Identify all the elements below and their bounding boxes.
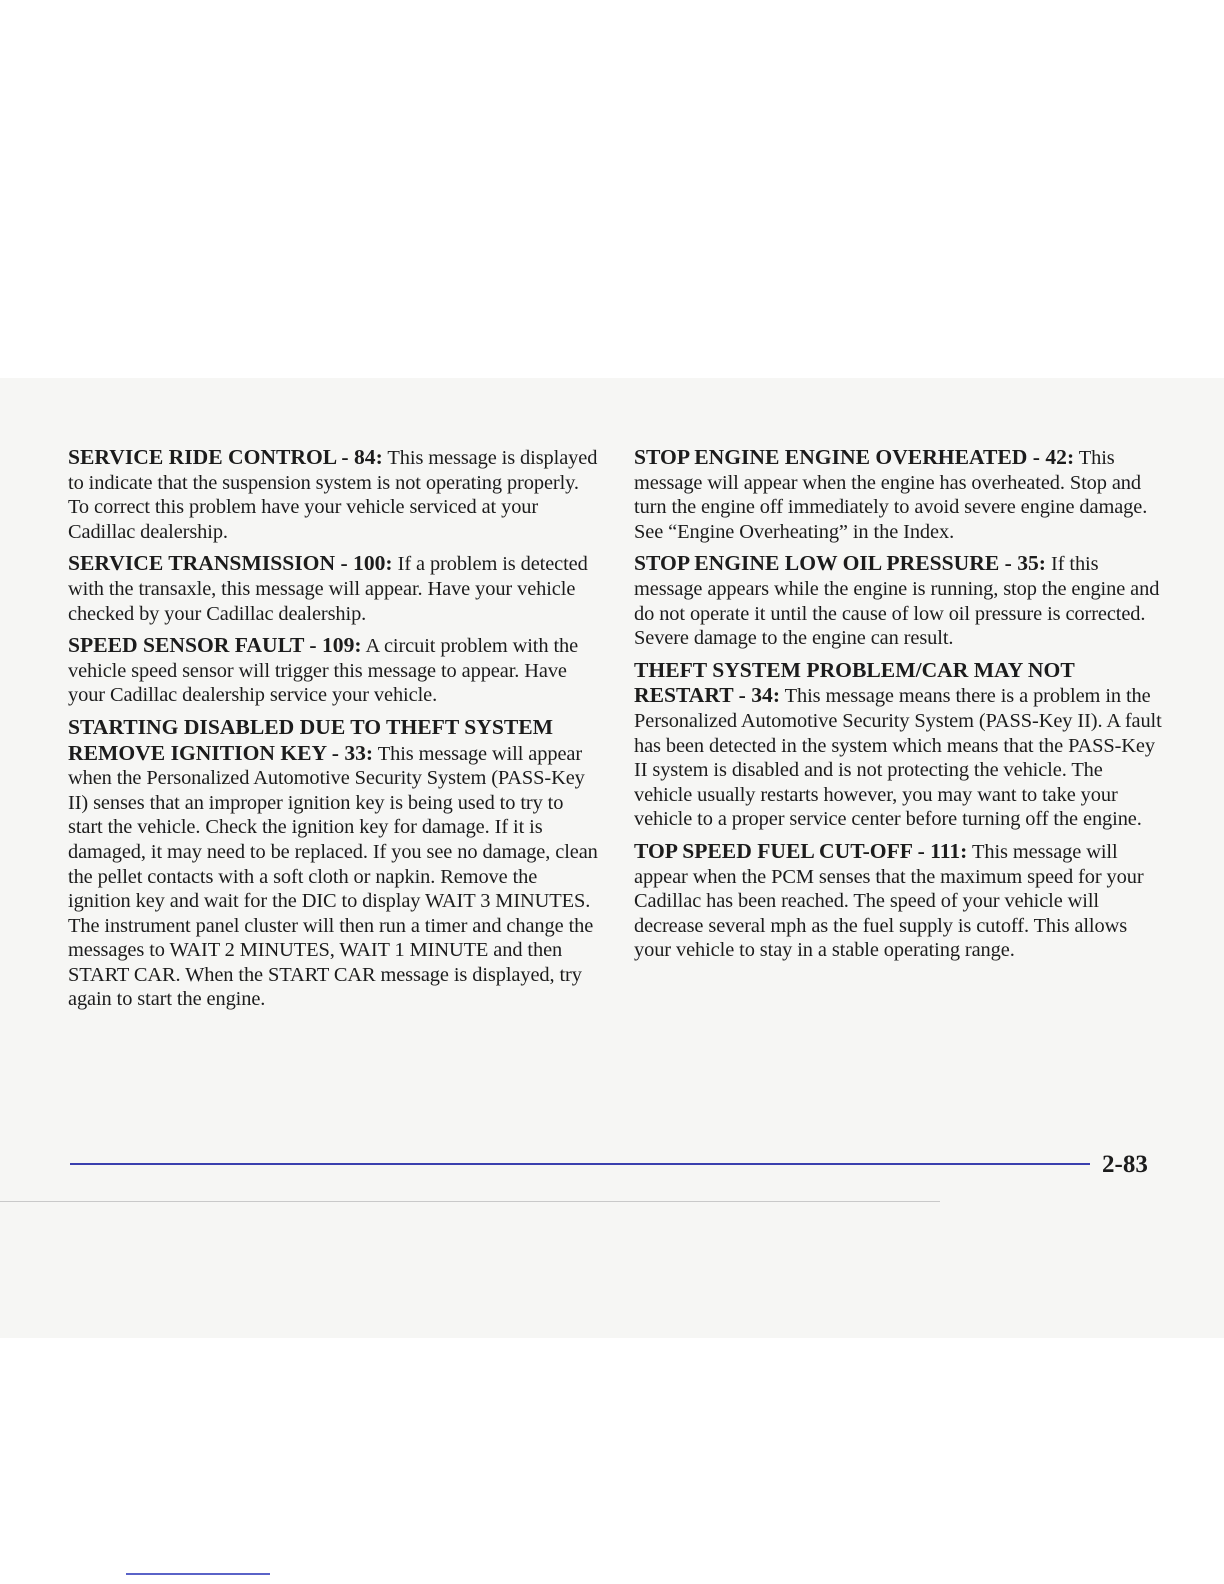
- entry-heading: STARTING DISABLED DUE TO THEFT SYSTEM REMOVE IGNITION KEY - 33:: [68, 714, 554, 765]
- entry-body: This message will appear when the engine has overheated. Stop and turn the engine off immediately to avoid severe engine damage. See “Engine Overheating” in the Index.: [634, 447, 1148, 543]
- scan-edge-line: [0, 1201, 940, 1202]
- entry-body: If this message appears while the engine is running, stop the engine and do not operate it until the cause of low oil pressure is corrected. Severe damage to the engine can result.: [634, 553, 1160, 650]
- footer-stub-line: [126, 1573, 270, 1575]
- entry-theft-system-problem: [634, 658, 1164, 832]
- entry-body: This message means there is a problem in the Personalized Automotive Security System (PASS-Key II). A fault has been detected in the system which means that the PASS-Key II system is disabled and is not protecting the vehicle. The vehicle usually restarts however, you may want to take your vehicle to a proper service center before turning off the engine.: [634, 685, 1162, 831]
- entry-body: If a problem is detected with the transaxle, this message will appear. Have your vehicle checked by your Cadillac dealership.: [68, 553, 588, 625]
- entry-heading: TOP SPEED FUEL CUT-OFF - 111:: [634, 838, 968, 863]
- entry-heading: SERVICE TRANSMISSION - 100:: [68, 551, 393, 576]
- right-column: [634, 445, 1164, 970]
- left-column: [68, 445, 598, 1019]
- entry-heading: STOP ENGINE ENGINE OVERHEATED - 42:: [634, 445, 1075, 469]
- entry-starting-disabled: [68, 715, 598, 1012]
- entry-heading: THEFT SYSTEM PROBLEM/CAR MAY NOT RESTART - 34:: [634, 657, 1075, 708]
- footer-rule: [70, 1163, 1090, 1165]
- entry-service-ride-control: [68, 445, 598, 544]
- entry-heading: STOP ENGINE LOW OIL PRESSURE - 35:: [634, 551, 1046, 576]
- entry-stop-engine-low-oil: [634, 551, 1164, 650]
- entry-body: A circuit problem with the vehicle speed sensor will trigger this message to appear. Have your Cadillac dealership service your vehicle.: [68, 635, 579, 707]
- entry-body: This message will appear when the Personalized Automotive Security System (PASS-Key II) senses that an improper ignition key is being used to try to start the vehicle. Check the ignition key for damage. If it is damaged, it may need to be replaced. If you see no damage, clean the pellet contacts with a soft cloth or napkin. Remove the ignition key and wait for the DIC to display WAIT 3 MINUTES. The instrument panel cluster will then run a timer and change the messages to WAIT 2 MINUTES, WAIT 1 MINUTE and then START CAR. When the START CAR message is displayed, try again to start the engine.: [68, 742, 598, 1011]
- entry-heading: SERVICE RIDE CONTROL - 84:: [68, 445, 383, 469]
- entry-service-transmission: [68, 551, 598, 626]
- page-number: 2-83: [1102, 1151, 1148, 1178]
- entry-top-speed-fuel-cutoff: [634, 839, 1164, 963]
- entry-stop-engine-overheated: [634, 445, 1164, 544]
- entry-heading: SPEED SENSOR FAULT - 109:: [68, 633, 362, 658]
- entry-body: This message will appear when the PCM senses that the maximum speed for your Cadillac has been reached. The speed of your vehicle will decrease several mph as the fuel supply is cutoff. This allows your vehicle to stay in a stable operating range.: [634, 840, 1144, 962]
- entry-speed-sensor-fault: [68, 633, 598, 708]
- entry-body: This message is displayed to indicate that the suspension system is not operating properly. To correct this problem have your vehicle serviced at your Cadillac dealership.: [68, 447, 598, 543]
